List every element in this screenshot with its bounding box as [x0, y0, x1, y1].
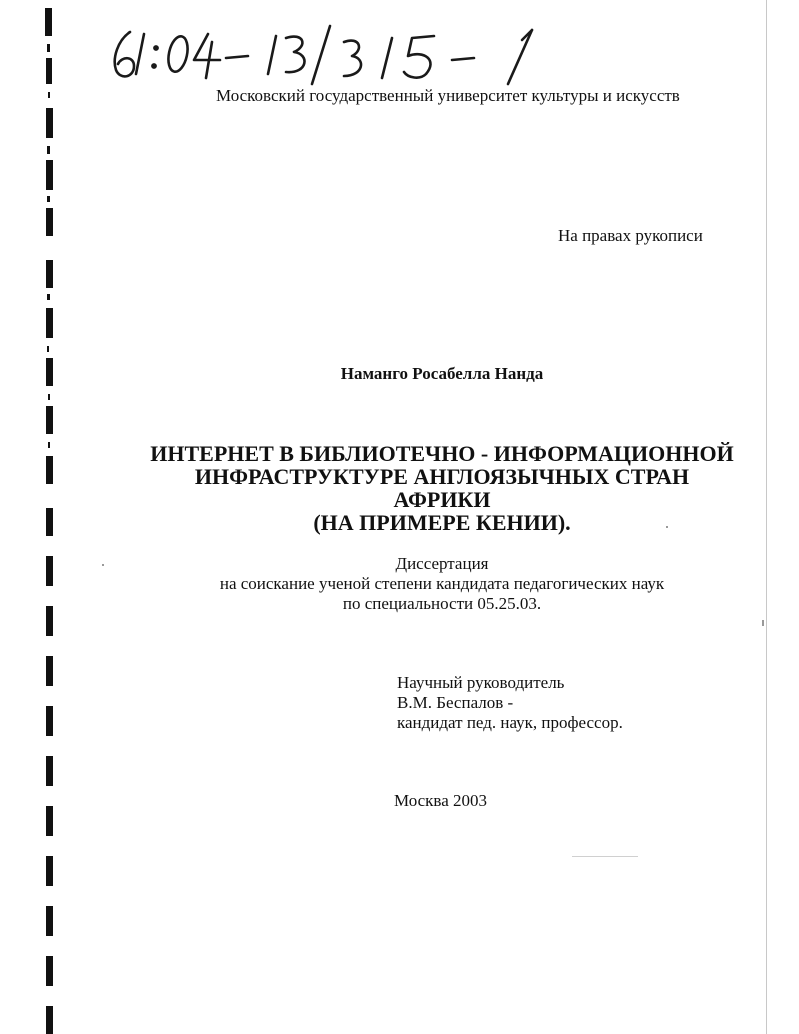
supervisor-line: Научный руководитель	[397, 673, 565, 692]
title-line: ИНФРАСТРУКТУРЕ АНГЛОЯЗЫЧНЫХ СТРАН	[194, 464, 690, 489]
scan-speck	[666, 526, 668, 528]
handwritten-catalog-number	[108, 22, 578, 92]
scan-speck	[572, 856, 638, 857]
supervisor-line: кандидат пед. наук, профессор.	[397, 713, 623, 732]
dissertation-title	[140, 442, 744, 534]
manuscript-rights: На правах рукописи	[558, 226, 703, 245]
title-line: ИНТЕРНЕТ В БИБЛИОТЕЧНО - ИНФОРМАЦИОННОЙ	[150, 441, 734, 466]
thesis-line: на соискание ученой степени кандидата педагогических наук	[219, 574, 665, 593]
university-name: Московский государственный университет культуры и искусств	[216, 86, 680, 105]
author-name: Наманго Росабелла Нанда	[340, 364, 544, 383]
thesis-description	[140, 554, 744, 614]
title-line: (НА ПРИМЕРЕ КЕНИИ).	[313, 510, 571, 535]
supervisor-line: В.М. Беспалов -	[397, 693, 514, 712]
scan-speck	[762, 620, 764, 626]
city-year: Москва 2003	[394, 791, 488, 810]
thesis-line: по специальности 05.25.03.	[342, 594, 542, 613]
title-line: АФРИКИ	[393, 487, 491, 512]
scan-edge-line	[766, 0, 767, 1034]
thesis-line: Диссертация	[395, 554, 489, 573]
supervisor-info	[397, 673, 623, 733]
binding-marks	[42, 0, 62, 1034]
scan-speck	[102, 564, 104, 566]
